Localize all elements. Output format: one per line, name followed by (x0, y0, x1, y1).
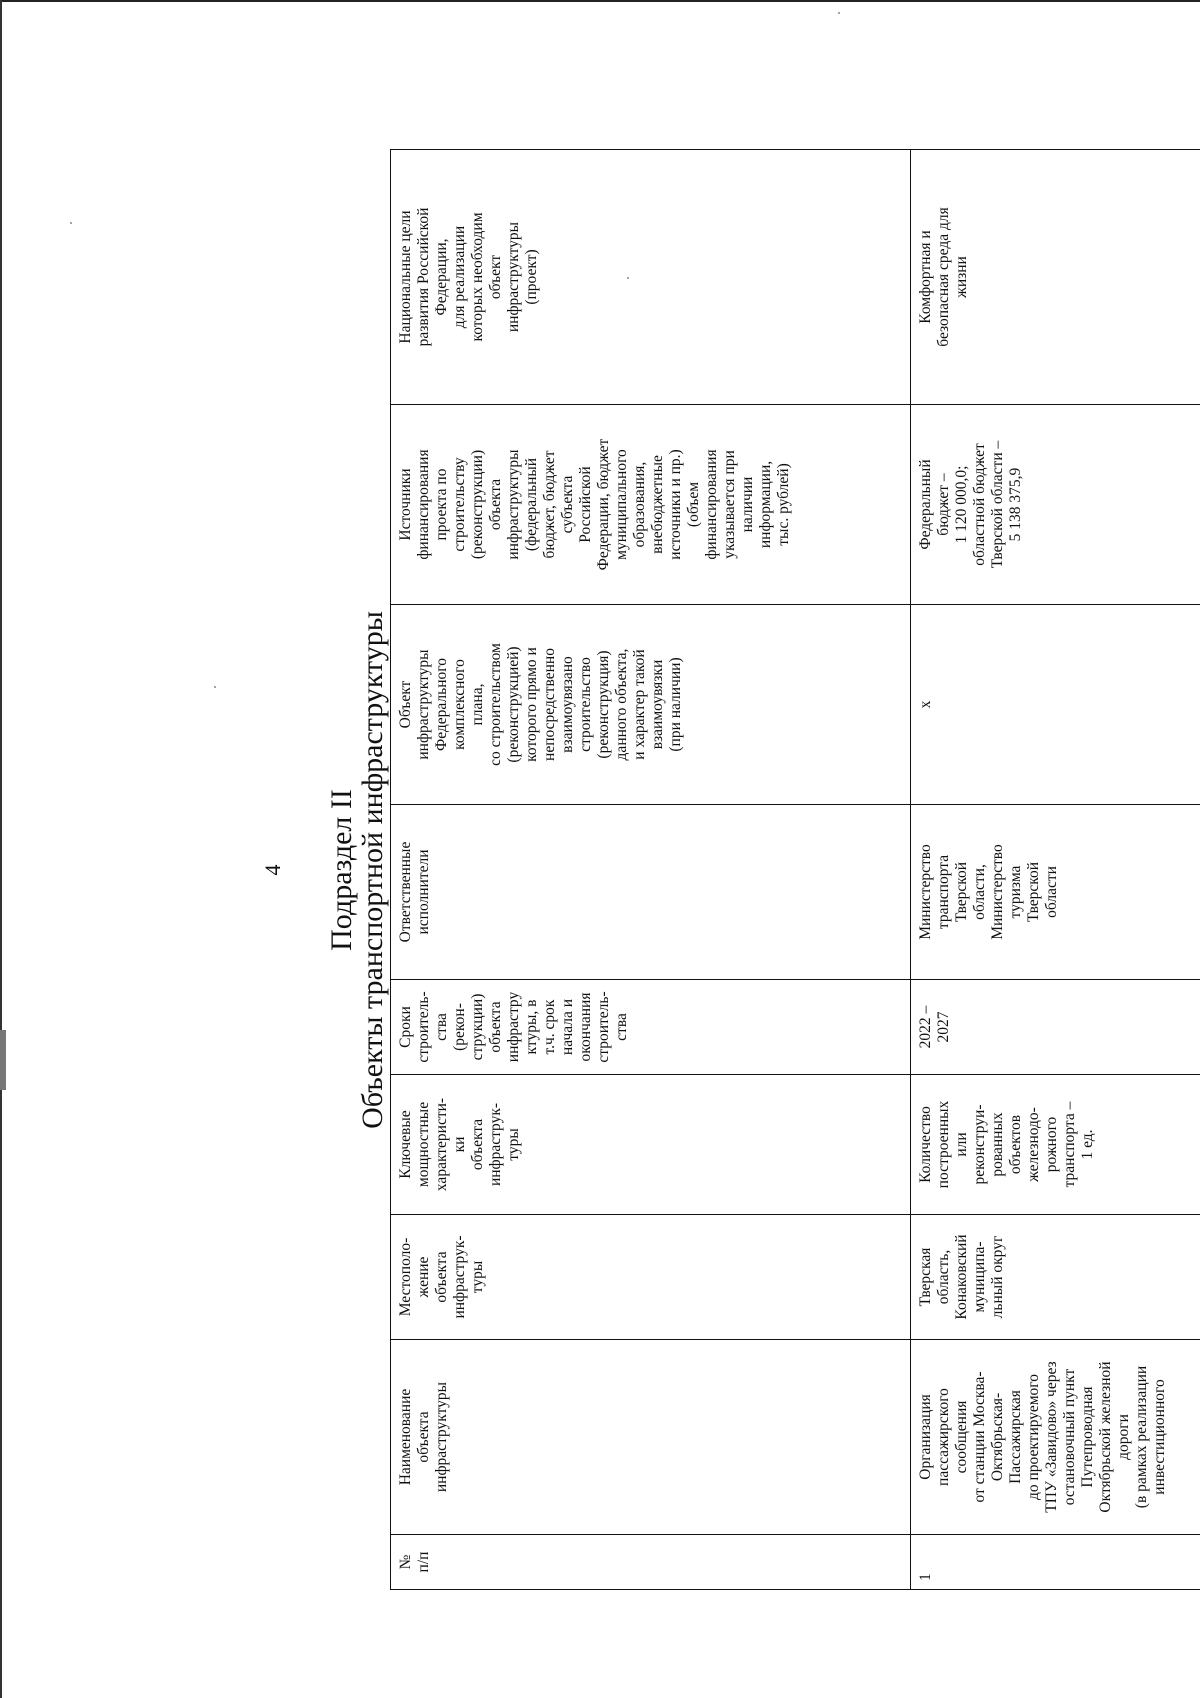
cell-federal-plan-object: х (911, 605, 1200, 805)
table-header-row (391, 150, 911, 1590)
infrastructure-table (390, 149, 1200, 1590)
rotated-page-content (260, 150, 1168, 1590)
header-object-name: Наименование объекта инфраструктуры (391, 1340, 911, 1535)
cell-number: 1 (911, 1535, 1200, 1590)
header-national-goals: Национальные цели развития Российской Федерации, для реализации которых необходим объект инфраструктуры (проект) (391, 150, 911, 405)
subsection-heading: Подраздел II (325, 789, 358, 951)
header-federal-plan-object: Объект инфраструктуры Федерального комплексного плана, со строительством (реконструкцией) которого прямо и непосредственно взаимоувязано строительство (реконструкция) данного объекта, и характер такой взаимоувязки (при наличии) (391, 605, 911, 805)
cell-key-capacity: Количество построенных или реконструи- рованных объектов железнодо- рожного транспорта – 1 ед. (911, 1075, 1200, 1215)
header-funding-sources: Источники финансирования проекта по строительству (реконструкции) объекта инфраструктуры (федеральный бюджет, бюджет субъекта Российской Федерации, бюджет муниципального образования, внебюджетные источники и пр.) (объем финансирования указывается при наличии информации, тыс. рублей) (391, 405, 911, 605)
scan-mark (0, 1030, 6, 1090)
header-location: Местополо- жение объекта инфраструк- туры (391, 1215, 911, 1340)
header-number: № п/п (391, 1535, 911, 1590)
scan-border-left (0, 0, 2, 1698)
page-number: 4 (260, 864, 285, 876)
scan-speck (214, 686, 216, 688)
scan-speck (70, 222, 72, 224)
header-responsible-executors: Ответственные исполнители (391, 805, 911, 980)
cell-national-goals: Комфортная и безопасная среда для жизни (911, 150, 1200, 405)
header-key-capacity: Ключевые мощностные характеристи- ки объекта инфраструк- туры (391, 1075, 911, 1215)
cell-location: Тверская область, Конаковский муниципа- льный округ (911, 1215, 1200, 1340)
cell-construction-period: 2022 – 2027 (911, 980, 1200, 1075)
header-construction-period: Сроки строитель- ства (рекон- струкции) объекта инфрастру ктуры, в т.ч. срок начала и окончания строитель- ства (391, 980, 911, 1075)
scan-speck (838, 12, 840, 14)
section-title: Объекты транспортной инфраструктуры (356, 611, 389, 1129)
cell-object-name: Организация пассажирского сообщения от станции Москва- Октябрьская- Пассажирская до проектируемого ТПУ «Завидово» через остановочный пункт Путепроводная Октябрьской железной дороги (в рамках реализации инвестиционного (911, 1340, 1200, 1535)
cell-responsible-executors: Министерство транспорта Тверской области, Министерство туризма Тверской области (911, 805, 1200, 980)
scan-border-top (0, 0, 1200, 2)
cell-funding-sources: Федеральный бюджет – 1 120 000,0; областной бюджет Тверской области – 5 138 375,9 (911, 405, 1200, 605)
table-row (911, 150, 1200, 1590)
